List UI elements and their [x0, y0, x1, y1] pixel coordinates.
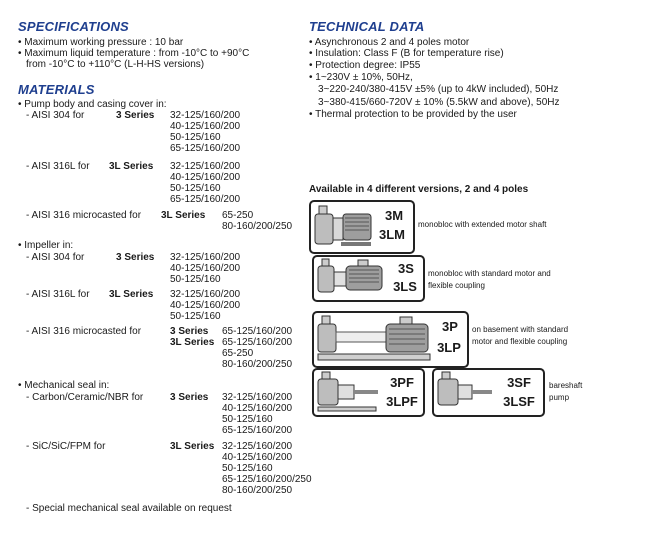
- spec-item: from -10°C to +110°C (L-H-HS versions): [26, 59, 205, 70]
- material-label: - AISI 304 for: [26, 110, 85, 121]
- material-label: - AISI 316 microcasted for: [26, 210, 142, 221]
- model-list: 65-125/160/200 65-125/160/200 65-250 80-160/200/250: [222, 326, 293, 370]
- seal-heading: • Mechanical seal in:: [18, 380, 110, 391]
- material-label: - AISI 316L for: [26, 161, 90, 172]
- special-seal-note: - Special mechanical seal available on request: [26, 503, 232, 514]
- version-code: 3LP: [437, 340, 461, 355]
- material-label: - SiC/SiC/FPM for: [26, 441, 106, 452]
- model-list: 32-125/160/200 40-125/160/200 50-125/160 65-125/160/200/250 80-160/200/250: [222, 441, 312, 496]
- tech-item: • Protection degree: IP55: [309, 60, 421, 71]
- specifications-heading: SPECIFICATIONS: [18, 19, 129, 34]
- version-card-3p: [312, 311, 469, 368]
- version-card-3s: [312, 255, 425, 302]
- version-code: 3P: [442, 319, 458, 334]
- version-caption: on basement with standard motor and flexible coupling: [472, 325, 569, 346]
- spec-item: • Maximum liquid temperature : from -10°C to +90°C: [18, 48, 250, 59]
- model-list: 32-125/160/200 40-125/160/200 50-125/160 65-125/160/200: [170, 161, 241, 205]
- version-code: 3SF: [507, 375, 531, 390]
- version-code: 3LSF: [503, 394, 535, 409]
- version-code: 3LM: [379, 227, 405, 242]
- series-label: 3L Series: [109, 289, 154, 300]
- impeller-heading: • Impeller in:: [18, 240, 74, 251]
- spec-item: • Maximum working pressure : 10 bar: [18, 37, 184, 48]
- material-label: - AISI 316L for: [26, 289, 90, 300]
- series-label: 3 Series: [116, 252, 155, 263]
- tech-item: 3~220-240/380-415V ±5% (up to 4kW included), 50Hz: [318, 84, 559, 95]
- version-code: 3M: [384, 208, 404, 223]
- series-label: 3L Series: [170, 337, 215, 348]
- pump-bareshaft-illustration: [316, 371, 382, 413]
- version-caption: monobloc with extended motor shaft: [418, 220, 547, 229]
- version-card-3sf: [432, 368, 545, 417]
- model-list: 32-125/160/200 40-125/160/200 50-125/160: [170, 289, 241, 322]
- series-label: 3 Series: [116, 110, 155, 121]
- material-label: - AISI 304 for: [26, 252, 85, 263]
- model-list: 32-125/160/200 40-125/160/200 50-125/160 65-125/160/200: [170, 110, 241, 154]
- pump-bareshaft-illustration: [436, 371, 496, 413]
- pump-body-heading: • Pump body and casing cover in:: [18, 99, 167, 110]
- version-code: 3S: [398, 261, 414, 276]
- series-label: 3 Series: [170, 326, 209, 337]
- version-code: 3PF: [390, 375, 414, 390]
- version-caption: monobloc with standard motor and flexible coupling: [428, 269, 551, 290]
- technical-data-heading: TECHNICAL DATA: [309, 19, 425, 34]
- materials-heading: MATERIALS: [18, 82, 95, 97]
- material-label: - Carbon/Ceramic/NBR for: [26, 392, 144, 403]
- series-label: 3L Series: [109, 161, 154, 172]
- series-label: 3L Series: [170, 441, 215, 452]
- material-label: - AISI 316 microcasted for: [26, 326, 142, 337]
- model-list: 65-250 80-160/200/250: [222, 210, 293, 232]
- series-label: 3L Series: [161, 210, 206, 221]
- tech-item: • Asynchronous 2 and 4 poles motor: [309, 37, 470, 48]
- pump-coupling-illustration: [316, 258, 388, 298]
- pump-monobloc-illustration: [313, 204, 375, 250]
- version-card-3m: [309, 200, 415, 254]
- model-list: 32-125/160/200 40-125/160/200 50-125/160 65-125/160/200: [222, 392, 293, 436]
- tech-item: • Thermal protection to be provided by the user: [309, 109, 517, 120]
- pump-basement-illustration: [316, 314, 434, 364]
- version-code: 3LS: [393, 279, 417, 294]
- version-card-3pf: [312, 368, 425, 417]
- version-code: 3LPF: [386, 394, 418, 409]
- series-label: 3 Series: [170, 392, 209, 403]
- tech-item: 3~380-415/660-720V ± 10% (5.5kW and above), 50Hz: [318, 97, 560, 108]
- tech-item: • Insulation: Class F (B for temperature rise): [309, 48, 504, 59]
- tech-item: • 1~230V ± 10%, 50Hz,: [309, 72, 413, 83]
- version-caption: bareshaft pump: [549, 381, 583, 402]
- versions-heading: Available in 4 different versions, 2 and 4 poles: [309, 184, 529, 195]
- model-list: 32-125/160/200 40-125/160/200 50-125/160: [170, 252, 241, 285]
